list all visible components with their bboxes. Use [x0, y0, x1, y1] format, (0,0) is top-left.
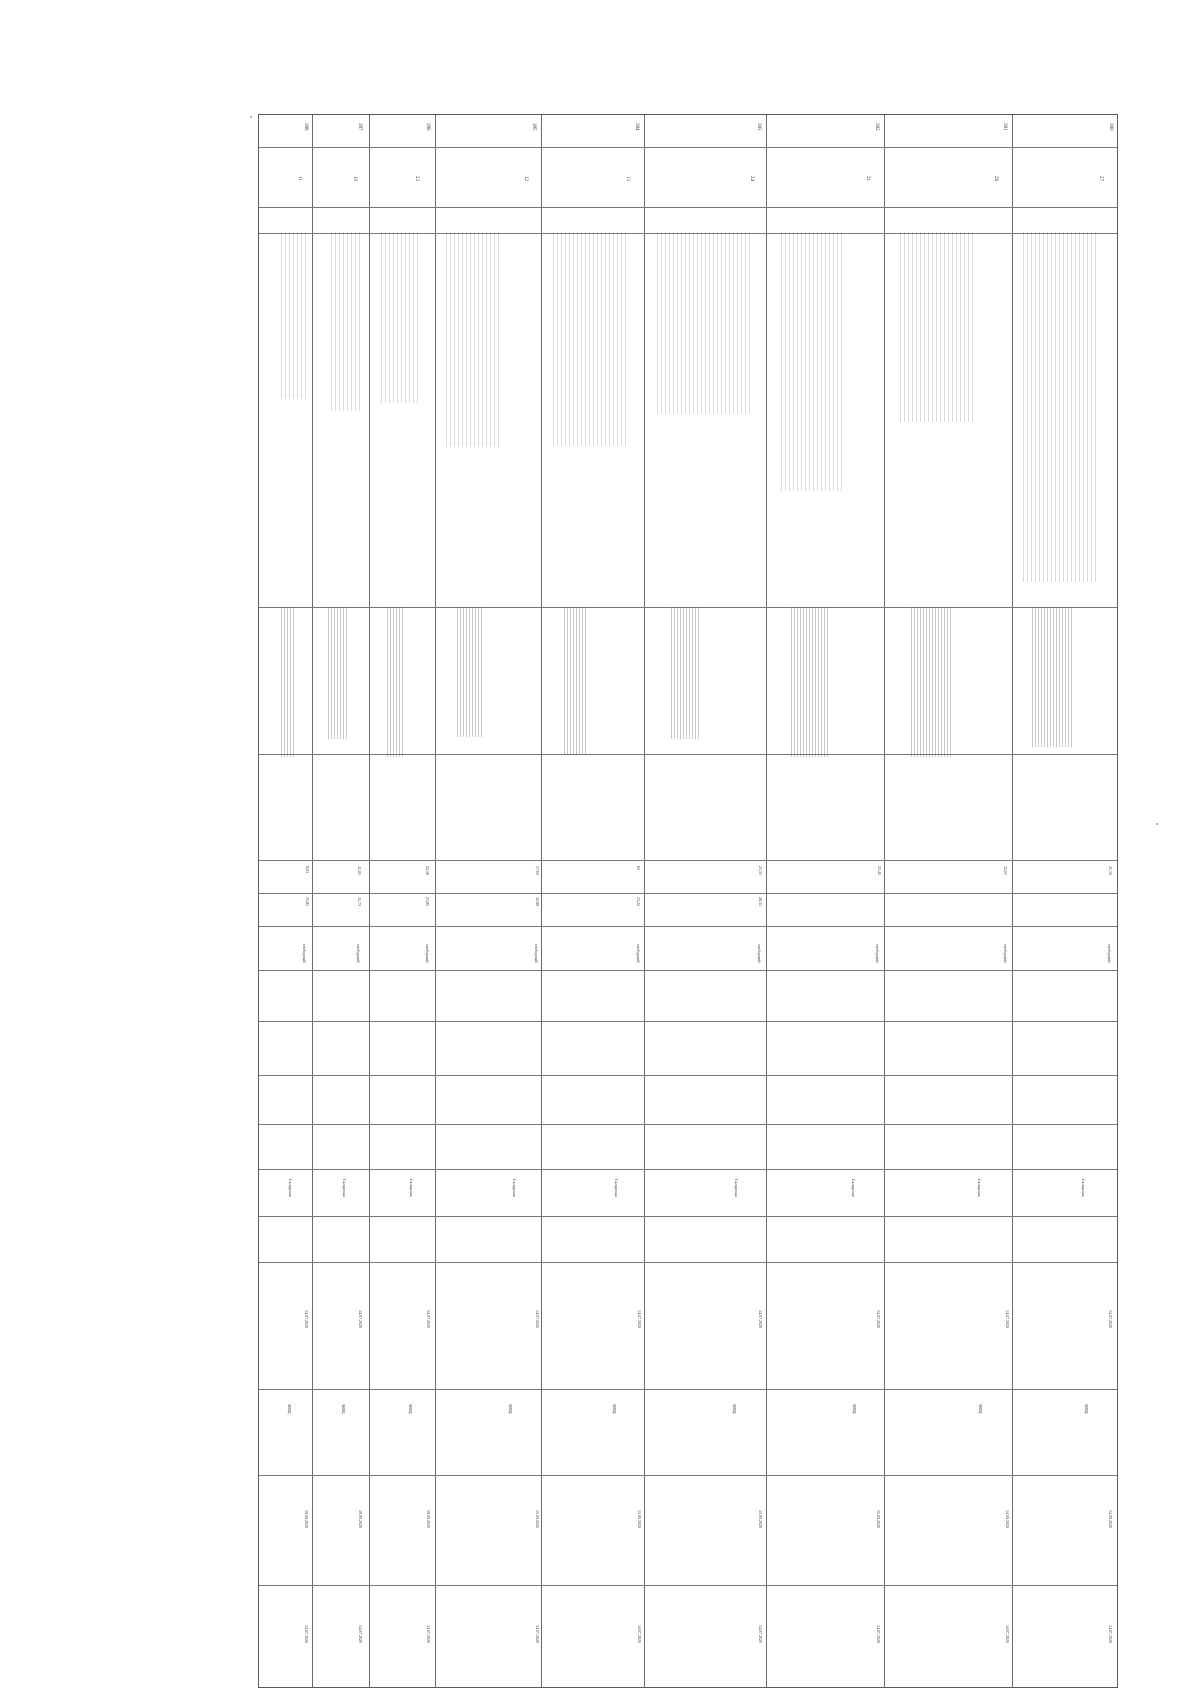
- status-label: свободный: [757, 944, 762, 963]
- date-cell: 14.07.2020: [535, 1625, 540, 1643]
- short-value: 23,41: [877, 866, 882, 875]
- date-cell: 14.07.2020: [637, 1625, 642, 1643]
- category-label: Складская: [614, 1179, 619, 1197]
- dense-text-block: [553, 232, 627, 446]
- date-cell: 14.07.2020: [876, 1310, 881, 1328]
- date-cell: 14.07.2020: [426, 1310, 431, 1328]
- dense-text-block: [564, 607, 587, 755]
- scan-artifact-dot: [1156, 823, 1158, 825]
- category-label: Складская: [1081, 1179, 1086, 1197]
- dense-text-block: [387, 607, 405, 757]
- category-label: Складская: [851, 1179, 856, 1197]
- row-id: 10: [352, 176, 357, 181]
- row-id: 21: [865, 176, 870, 181]
- dense-text-block: [900, 232, 976, 422]
- table-column-line: [259, 1169, 1117, 1170]
- table-column-line: [259, 1585, 1117, 1586]
- table-column-line: [259, 1262, 1117, 1263]
- agency-label: МФЦ: [978, 1404, 983, 1414]
- date-cell: 14.07.2020: [304, 1310, 309, 1328]
- dense-text-block: [671, 607, 701, 739]
- short-value: 23,85: [425, 897, 430, 906]
- status-label: свободный: [425, 944, 430, 963]
- status-label: свободный: [1107, 944, 1112, 963]
- table-column-line: [259, 1216, 1117, 1217]
- dense-text-block: [328, 607, 348, 739]
- row-number: 383: [756, 123, 761, 131]
- scan-artifact-dot: [250, 116, 252, 118]
- date-cell: 14.07.2020: [535, 1310, 540, 1328]
- dense-text-block: [281, 232, 308, 399]
- category-label: Складская: [977, 1179, 982, 1197]
- date-cell: 19.09.2020: [358, 1510, 363, 1528]
- row-number: 380: [1108, 123, 1113, 131]
- date-cell: 14.07.2020: [358, 1310, 363, 1328]
- table-column-line: [259, 893, 1117, 894]
- short-value: 17,63: [535, 866, 540, 875]
- row-number: 385: [531, 123, 536, 131]
- date-cell: 14.07.2020: [637, 1310, 642, 1328]
- table-column-line: [259, 207, 1117, 208]
- short-value: 11,03: [357, 866, 362, 875]
- short-value: 13,22: [636, 897, 641, 906]
- short-value: 26,51: [758, 897, 763, 906]
- short-value: 21,31: [758, 866, 763, 875]
- table-column-line: [259, 1475, 1117, 1476]
- short-value: 12,01: [1003, 866, 1008, 875]
- dense-text-block: [791, 607, 828, 757]
- date-cell: 14.07.2020: [1005, 1310, 1010, 1328]
- date-cell: 19.09.2020: [304, 1510, 309, 1528]
- dense-text-block: [381, 232, 418, 403]
- dense-text-block: [911, 607, 953, 757]
- date-cell: 19.09.2020: [426, 1510, 431, 1528]
- status-label: свободный: [1003, 944, 1008, 963]
- date-cell: 15.09.2020: [535, 1510, 540, 1528]
- short-value: 22,56: [425, 866, 430, 875]
- row-number: 387: [357, 123, 362, 131]
- row-number: 384: [634, 123, 639, 131]
- agency-label: МФЦ: [341, 1404, 346, 1414]
- status-label: свободный: [534, 944, 539, 963]
- agency-label: МФЦ: [287, 1404, 292, 1414]
- row-number: 382: [874, 123, 879, 131]
- category-label: Складская: [409, 1179, 414, 1197]
- agency-label: МФЦ: [408, 1404, 413, 1414]
- date-cell: 14.07.2020: [304, 1625, 309, 1643]
- table-column-line: [259, 1389, 1117, 1390]
- dense-text-block: [281, 607, 295, 757]
- status-label: свободный: [302, 944, 307, 963]
- short-value: 11,33: [1108, 866, 1113, 875]
- date-cell: 14.07.2020: [876, 1625, 881, 1643]
- short-value: 63: [636, 866, 641, 870]
- date-cell: 14.07.2020: [758, 1625, 763, 1643]
- date-cell: 15.09.2020: [637, 1510, 642, 1528]
- dense-text-block: [1032, 607, 1074, 747]
- agency-label: МФЦ: [1084, 1404, 1089, 1414]
- dense-text-block: [1023, 232, 1096, 582]
- category-label: Складская: [512, 1179, 517, 1197]
- row-number: 381: [1002, 123, 1007, 131]
- table-column-line: [259, 1021, 1117, 1022]
- date-cell: 14.07.2020: [1108, 1310, 1113, 1328]
- row-id: 23: [414, 176, 419, 181]
- row-number: 388: [303, 123, 308, 131]
- table-column-line: [259, 1075, 1117, 1076]
- status-label: свободный: [875, 944, 880, 963]
- table-column-line: [259, 1124, 1117, 1125]
- agency-label: МФЦ: [508, 1404, 513, 1414]
- agency-label: МФЦ: [612, 1404, 617, 1414]
- category-label: Складская: [288, 1179, 293, 1197]
- row-id: 13: [625, 176, 630, 181]
- category-label: Складская: [342, 1179, 347, 1197]
- row-id: 11: [297, 176, 302, 181]
- date-cell: 15.09.2020: [758, 1510, 763, 1528]
- short-value: 15,81: [305, 897, 310, 906]
- table-column-line: [259, 860, 1117, 861]
- date-cell: 14.09.2020: [1005, 1510, 1010, 1528]
- row-id: 26: [993, 176, 998, 181]
- short-value: 9,03: [305, 866, 310, 873]
- date-cell: 14.07.2020: [358, 1625, 363, 1643]
- dense-text-block: [781, 232, 845, 491]
- row-id: 27: [1098, 176, 1103, 181]
- dense-text-block: [331, 232, 360, 411]
- date-cell: 14.07.2020: [426, 1625, 431, 1643]
- table-column-line: [259, 926, 1117, 927]
- date-cell: 14.07.2020: [758, 1310, 763, 1328]
- dense-text-block: [446, 232, 502, 447]
- category-label: Складская: [734, 1179, 739, 1197]
- short-value: 12,99: [535, 897, 540, 906]
- date-cell: 14.07.2020: [1108, 1625, 1113, 1643]
- status-label: свободный: [636, 944, 641, 963]
- date-cell: 15.09.2020: [876, 1510, 881, 1528]
- table-column-line: [259, 147, 1117, 148]
- row-number: 386: [425, 123, 430, 131]
- date-cell: 14.07.2020: [1005, 1625, 1010, 1643]
- table-column-line: [259, 970, 1117, 971]
- agency-label: МФЦ: [732, 1404, 737, 1414]
- short-value: 11,73: [357, 897, 362, 906]
- dense-text-block: [657, 232, 750, 414]
- dense-text-block: [457, 607, 483, 737]
- date-cell: 14.09.2020: [1108, 1510, 1113, 1528]
- status-label: свободный: [356, 944, 361, 963]
- table-area: [258, 114, 1118, 1688]
- row-id: 12: [523, 176, 528, 181]
- agency-label: МФЦ: [852, 1404, 857, 1414]
- row-id: 24: [749, 176, 754, 181]
